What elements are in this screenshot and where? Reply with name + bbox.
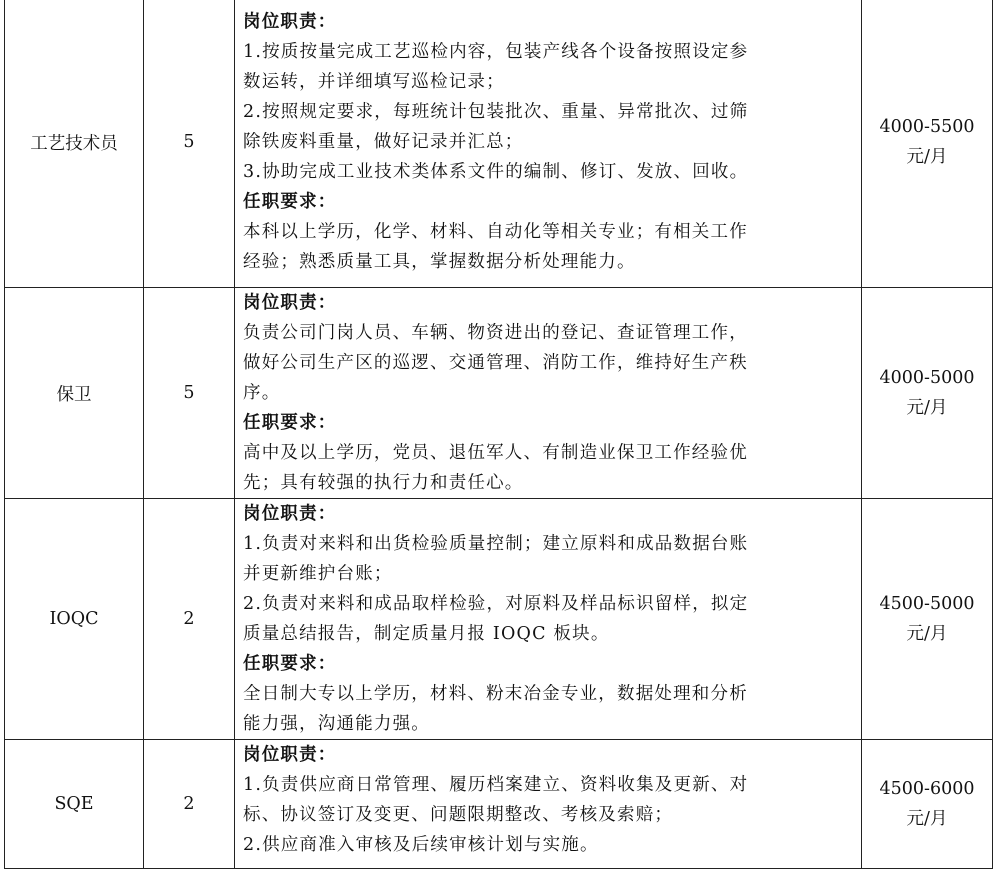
salary-range: 4500-6000: [879, 779, 975, 799]
salary-unit: 元/月: [906, 147, 948, 167]
duty-line: 质量总结报告，制定质量月报 IOQC 板块。: [243, 624, 610, 644]
duty-line: 2.按照规定要求，每班统计包装批次、重量、异常批次、过筛: [243, 102, 749, 122]
duty-line: 序。: [243, 383, 281, 403]
duty-line: 2.供应商准入审核及后续审核计划与实施。: [243, 835, 599, 855]
job-description: [235, 740, 862, 869]
table-row: [5, 288, 993, 499]
salary: [862, 740, 993, 869]
duty-line: 除铁废料重量，做好记录并汇总；: [243, 132, 524, 152]
headcount: 5: [144, 0, 235, 288]
table-row: [5, 740, 993, 869]
table-row: [5, 499, 993, 740]
duty-line: 2.负责对来料和成品取样检验，对原料及样品标识留样，拟定: [243, 594, 749, 614]
duty-line: 1.负责对来料和出货检验质量控制；建立原料和成品数据台账: [243, 534, 749, 554]
position-title: IOQC: [5, 499, 144, 740]
duty-heading: 岗位职责：: [243, 293, 337, 313]
requirement-heading: 任职要求：: [243, 654, 337, 674]
requirement-line: 能力强，沟通能力强。: [243, 714, 430, 734]
table-row: [5, 0, 993, 288]
headcount: 2: [144, 740, 235, 869]
salary-unit: 元/月: [906, 624, 948, 644]
requirement-line: 高中及以上学历，党员、退伍军人、有制造业保卫工作经验优: [243, 443, 748, 463]
headcount: 5: [144, 288, 235, 499]
job-description: [235, 499, 862, 740]
duty-heading: 岗位职责：: [243, 745, 337, 765]
duty-heading: 岗位职责：: [243, 504, 337, 524]
job-description: [235, 0, 862, 288]
salary-range: 4000-5500: [879, 117, 975, 137]
requirement-line: 全日制大专以上学历，材料、粉末冶金专业，数据处理和分析: [243, 684, 748, 704]
duty-line: 并更新维护台账；: [243, 564, 393, 584]
salary: [862, 0, 993, 288]
requirement-line: 先；具有较强的执行力和责任心。: [243, 473, 524, 493]
salary-unit: 元/月: [906, 398, 948, 418]
duty-line: 数运转，并详细填写巡检记录；: [243, 72, 505, 92]
salary-unit: 元/月: [906, 809, 948, 829]
requirement-line: 本科以上学历，化学、材料、自动化等相关专业；有相关工作: [243, 222, 748, 242]
requirement-heading: 任职要求：: [243, 192, 337, 212]
position-title: 保卫: [5, 288, 144, 499]
job-description: [235, 288, 862, 499]
duty-line: 3.协助完成工业技术类体系文件的编制、修订、发放、回收。: [243, 162, 749, 182]
salary-range: 4500-5000: [879, 594, 975, 614]
headcount: 2: [144, 499, 235, 740]
salary: [862, 288, 993, 499]
job-listing-table: [4, 0, 993, 869]
duty-line: 1.负责供应商日常管理、履历档案建立、资料收集及更新、对: [243, 775, 749, 795]
requirement-line: 经验；熟悉质量工具，掌握数据分析处理能力。: [243, 252, 636, 272]
duty-line: 1.按质按量完成工艺巡检内容，包装产线各个设备按照设定参: [243, 42, 749, 62]
salary: [862, 499, 993, 740]
duty-line: 负责公司门岗人员、车辆、物资进出的登记、查证管理工作，: [243, 323, 748, 343]
duty-line: 标、协议签订及变更、问题限期整改、考核及索赔；: [243, 805, 674, 825]
salary-range: 4000-5000: [879, 368, 975, 388]
requirement-heading: 任职要求：: [243, 413, 337, 433]
position-title: SQE: [5, 740, 144, 869]
position-title: 工艺技术员: [5, 0, 144, 288]
duty-line: 做好公司生产区的巡逻、交通管理、消防工作，维持好生产秩: [243, 353, 748, 373]
duty-heading: 岗位职责：: [243, 12, 337, 32]
